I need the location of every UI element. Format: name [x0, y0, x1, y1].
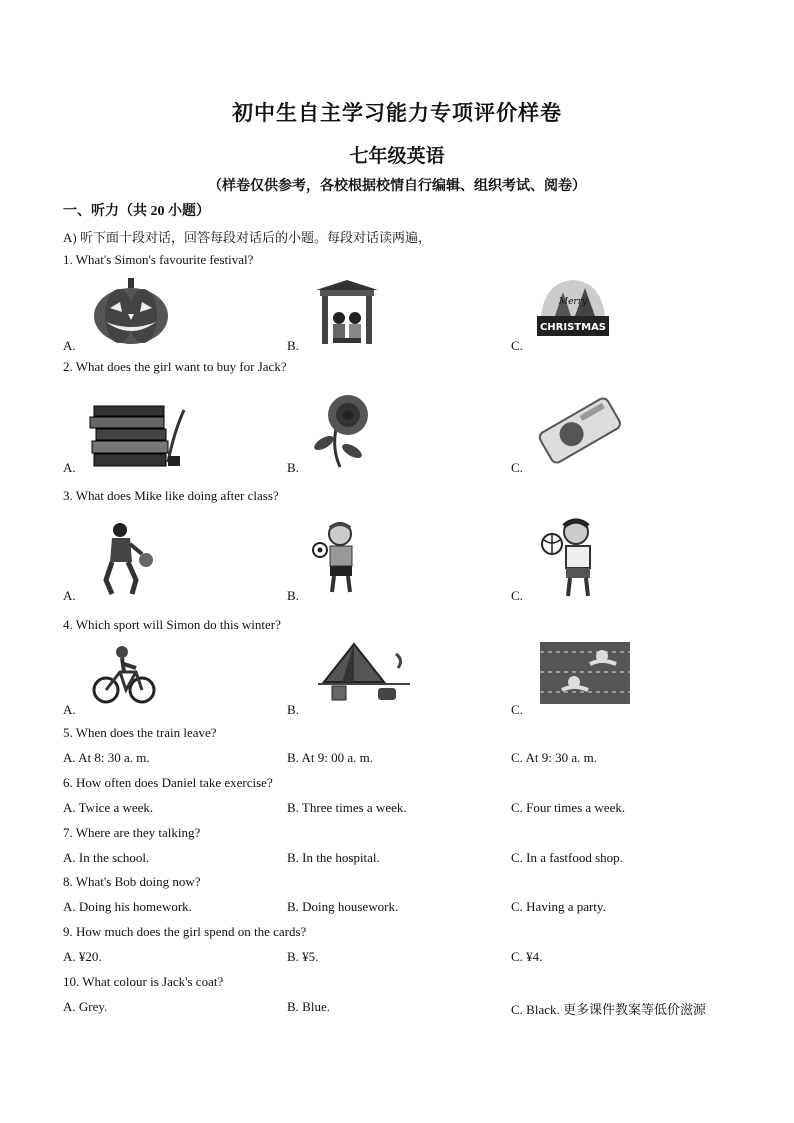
- paper-title: 初中生自主学习能力专项评价样卷: [232, 101, 562, 125]
- q2-option-a[interactable]: A.: [63, 460, 76, 475]
- q10-option-c[interactable]: C. Black. 更多课件教案等低价滋源: [511, 1002, 706, 1017]
- q6-option-a[interactable]: A. Twice a week.: [63, 800, 154, 815]
- q3-option-b[interactable]: B.: [287, 588, 299, 603]
- q5-option-a[interactable]: A. At 8: 30 a. m.: [63, 750, 150, 765]
- q1-option-a[interactable]: A.: [63, 338, 76, 353]
- bicycle-image: [92, 644, 156, 706]
- q4-option-c[interactable]: C.: [511, 702, 523, 717]
- question-10: 10. What colour is Jack's coat?: [63, 974, 224, 989]
- question-1: 1. What's Simon's favourite festival?: [63, 252, 254, 267]
- pencil-case-image: [531, 388, 627, 474]
- spring-festival-image: [314, 278, 380, 348]
- q7-option-b[interactable]: B. In the hospital.: [287, 850, 380, 865]
- swimming-image: [540, 642, 630, 704]
- christmas-image: [535, 276, 611, 346]
- merry-script-text: Merry: [558, 297, 588, 307]
- q10-option-a[interactable]: A. Grey.: [63, 999, 108, 1014]
- question-4: 4. Which sport will Simon do this winter?: [63, 617, 281, 632]
- pumpkin-image: [92, 276, 170, 346]
- flower-image: [306, 393, 376, 469]
- q3-option-a[interactable]: A.: [63, 588, 76, 603]
- paper-note: （样卷仅供参考，各校根据校情自行编辑、组织考试、阅卷）: [208, 179, 586, 194]
- q1-option-b[interactable]: B.: [287, 338, 299, 353]
- q4-option-a[interactable]: A.: [63, 702, 76, 717]
- q9-option-c[interactable]: C. ¥4.: [511, 949, 543, 964]
- q5-option-b[interactable]: B. At 9: 00 a. m.: [287, 750, 373, 765]
- q8-option-b[interactable]: B. Doing housework.: [287, 899, 399, 914]
- books-image: [88, 402, 186, 468]
- question-5: 5. When does the train leave?: [63, 725, 217, 740]
- q4-option-b[interactable]: B.: [287, 702, 299, 717]
- question-2: 2. What does the girl want to buy for Jack?: [63, 359, 287, 374]
- question-3: 3. What does Mike like doing after class?: [63, 488, 279, 503]
- q9-option-b[interactable]: B. ¥5.: [287, 949, 319, 964]
- question-6: 6. How often does Daniel take exercise?: [63, 775, 273, 790]
- volleyball-boy-image: [540, 516, 602, 600]
- section-heading: 一、听力（共 20 小题）: [63, 204, 210, 219]
- q10-option-b[interactable]: B. Blue.: [287, 999, 330, 1014]
- q7-option-c[interactable]: C. In a fastfood shop.: [511, 850, 623, 865]
- q9-option-a[interactable]: A. ¥20.: [63, 949, 102, 964]
- q1-option-c[interactable]: C.: [511, 338, 523, 353]
- question-9: 9. How much does the girl spend on the cards?: [63, 924, 307, 939]
- q6-option-b[interactable]: B. Three times a week.: [287, 800, 407, 815]
- q3-option-c[interactable]: C.: [511, 588, 523, 603]
- q2-option-c[interactable]: C.: [511, 460, 523, 475]
- christmas-banner-text: CHRISTMAS: [539, 322, 607, 333]
- q5-option-c[interactable]: C. At 9: 30 a. m.: [511, 750, 597, 765]
- football-boy-image: [312, 520, 360, 598]
- q6-option-c[interactable]: C. Four times a week.: [511, 800, 626, 815]
- q8-option-a[interactable]: A. Doing his homework.: [63, 899, 192, 914]
- paper-subtitle: 七年级英语: [349, 146, 445, 167]
- tent-camping-image: [318, 640, 410, 706]
- question-8: 8. What's Bob doing now?: [63, 874, 201, 889]
- q2-option-b[interactable]: B.: [287, 460, 299, 475]
- basketball-player-image: [98, 520, 154, 598]
- section-instruction: A) 听下面十段对话，回答每段对话后的小题。每段对话读两遍，: [63, 230, 431, 245]
- question-7: 7. Where are they talking?: [63, 825, 201, 840]
- q8-option-c[interactable]: C. Having a party.: [511, 899, 606, 914]
- q7-option-a[interactable]: A. In the school.: [63, 850, 150, 865]
